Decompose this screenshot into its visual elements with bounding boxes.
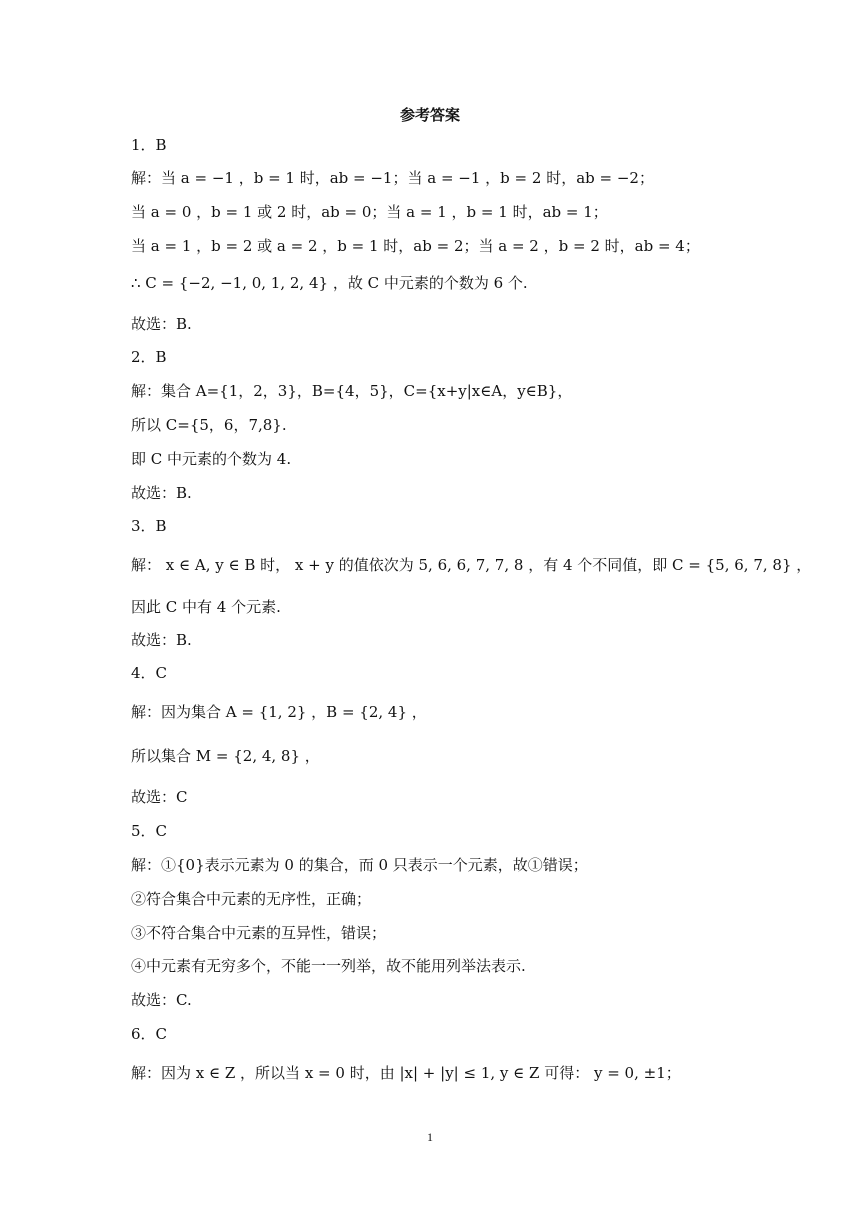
answer-5-line-4: ④中元素有无穷多个，不能一一列举，故不能用列举法表示.	[131, 957, 526, 975]
answer-1-choice: 故选：B.	[131, 315, 192, 333]
answer-1-line-3: 当 a = 1 ，b = 2 或 a = 2 ，b = 1 时，ab = 2；当 a = 2 ，b = 2 时，ab = 4；	[131, 237, 700, 255]
answer-2-choice: 故选：B.	[131, 484, 192, 502]
answer-4-choice: 故选：C	[131, 788, 188, 806]
answer-4-line-2: 所以集合 M = {2, 4, 8} ，	[131, 747, 320, 765]
answer-2-heading: 2．B	[131, 348, 167, 366]
answer-2-line-3: 即 C 中元素的个数为 4.	[131, 450, 292, 468]
answer-1-line-2: 当 a = 0 ，b = 1 或 2 时，ab = 0；当 a = 1 ，b = 1 时，ab = 1；	[131, 203, 608, 221]
page-number: 1	[427, 1130, 433, 1144]
answer-1-line-1: 解：当 a = −1 ，b = 1 时，ab = −1；当 a = −1 ，b = 2 时，ab = −2；	[131, 169, 654, 187]
answer-5-line-1: 解：①{0}表示元素为 0 的集合，而 0 只表示一个元素，故①错误；	[131, 856, 588, 874]
answer-5-heading: 5．C	[131, 822, 168, 840]
answer-3-line-2: 因此 C 中有 4 个元素.	[131, 598, 281, 616]
answer-4-line-1: 解：因为集合 A = {1, 2} ，B = {2, 4} ，	[131, 703, 427, 721]
answer-2-line-2: 所以 C={5，6，7,8}.	[131, 416, 287, 434]
answer-3-choice: 故选：B.	[131, 631, 192, 649]
answer-1-line-4: ∴ C = {−2, −1, 0, 1, 2, 4} ，故 C 中元素的个数为 6 个.	[131, 274, 528, 292]
answer-6-line-1: 解：因为 x ∈ Z ，所以当 x = 0 时，由 |x| + |y| ≤ 1, y ∈ Z 可得： y = 0, ±1；	[131, 1064, 681, 1082]
answer-3-heading: 3．B	[131, 517, 167, 535]
answer-3-line-1: 解： x ∈ A, y ∈ B 时， x + y 的值依次为 5, 6, 6, 7, 7, 8 ，有 4 个不同值，即 C = {5, 6, 7, 8} ，	[131, 556, 812, 574]
answer-1-heading: 1．B	[131, 136, 167, 154]
answer-2-line-1: 解：集合 A={1，2，3}，B={4，5}，C={x+y|x∈A，y∈B}，	[131, 382, 573, 400]
answer-4-heading: 4．C	[131, 664, 168, 682]
answer-5-line-2: ②符合集合中元素的无序性，正确；	[131, 890, 372, 908]
answer-6-heading: 6．C	[131, 1025, 168, 1043]
page-title: 参考答案	[399, 106, 460, 124]
answer-5-line-3: ③不符合集合中元素的互异性，错误；	[131, 924, 387, 942]
answer-5-choice: 故选：C.	[131, 991, 192, 1009]
